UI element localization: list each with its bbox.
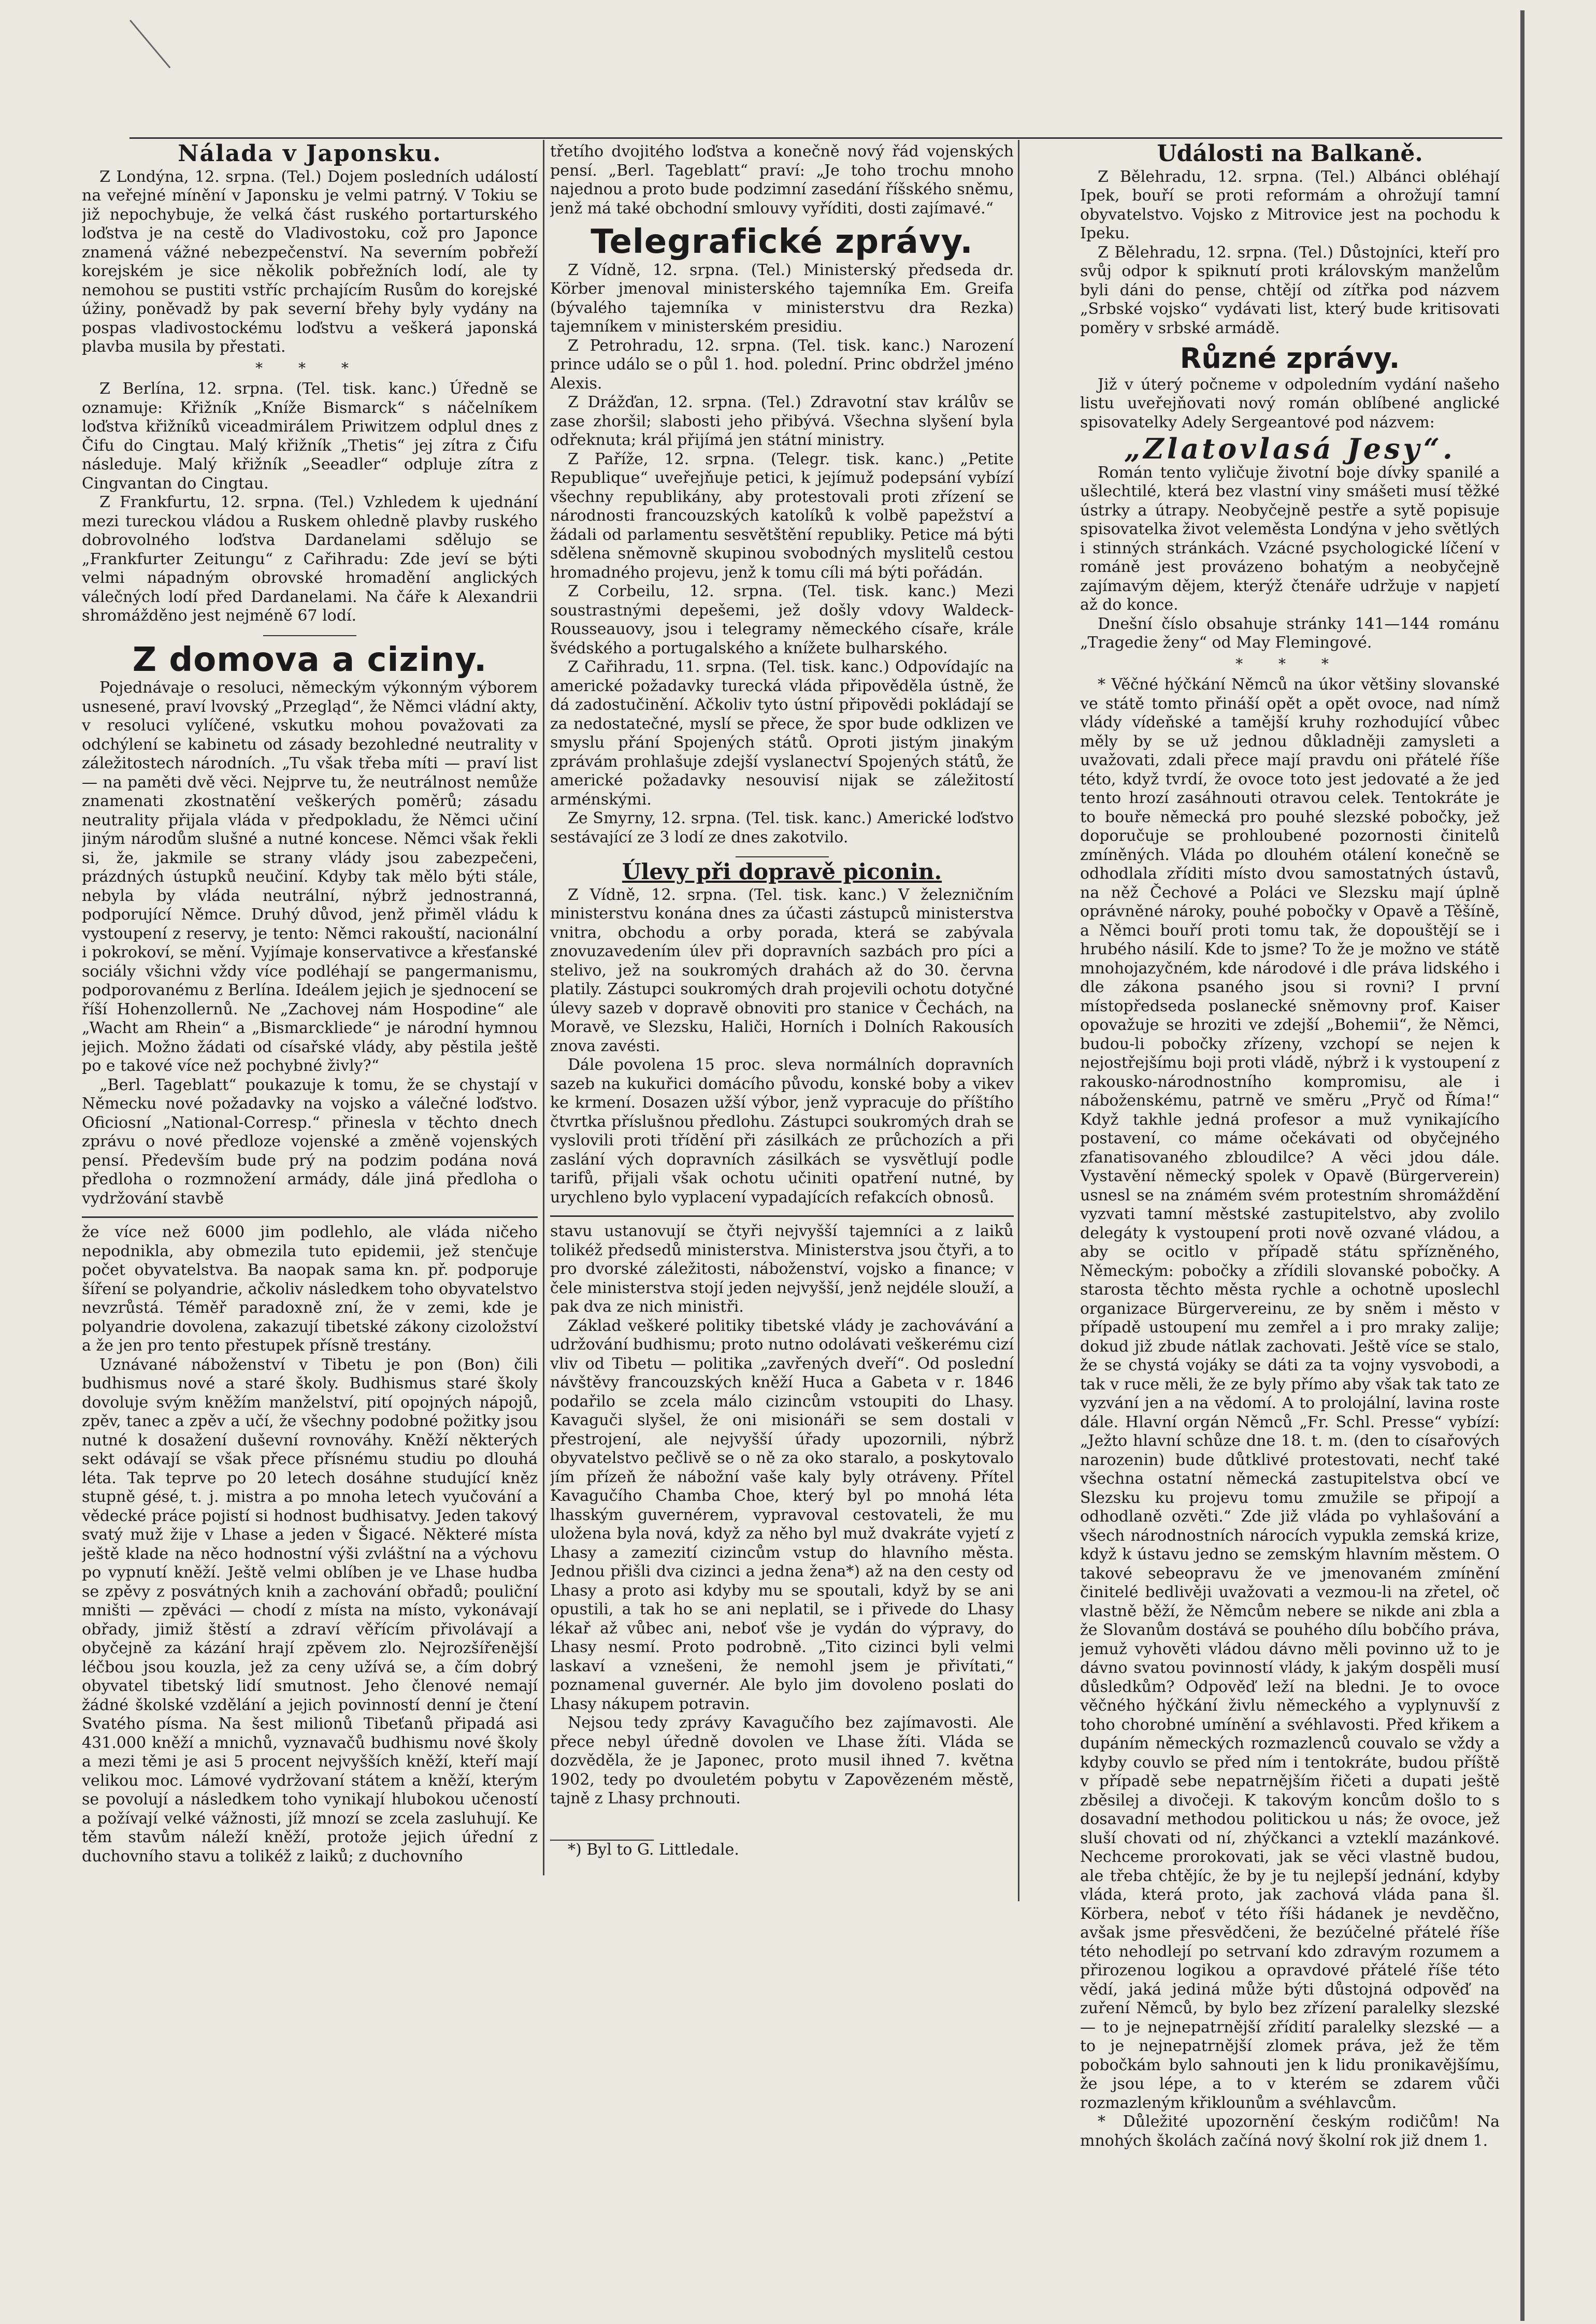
heading-z-domova: Z domova a ciziny.: [132, 640, 487, 679]
heading-ruzne: Různé zprávy.: [1180, 342, 1400, 375]
article-petrohrad: Z Petrohradu, 12. srpna. (Tel. tisk. kanc.) Narození prince událo se o půl 1. hod. polední. Princ obdržel jméno Alexis.: [550, 336, 1014, 393]
separator-stars: * * *: [1235, 655, 1344, 672]
separator-stars: * * *: [255, 359, 364, 377]
feuilleton-rule: [82, 1216, 538, 1218]
column-1: [82, 142, 538, 2225]
article-vienna-1: Z Vídně, 12. srpna. (Tel.) Ministerský předseda dr. Körber jmenoval ministerského tajemníka Em. Greifa (bývalého tajemníka v ministerstvu dra Rezka) tajemníkem v ministerském presidiu.: [550, 261, 1014, 336]
article-belehrad-2: Z Bělehradu, 12. srpna. (Tel.) Důstojníci, kteří pro svůj odpor k spiknutí proti královským manželům byli dáni do pense, chtějí od zítřka pod názvem „Srbské vojsko“ vydávati list, který bude kritisovati poměry v srbské armádě.: [1080, 243, 1500, 337]
article-berlin: Z Berlína, 12. srpna. (Tel. tisk. kanc.) Úředně se oznamuje: Křižník „Kníže Bismarck“ s náčelníkem loďstva křižníků viceadmirálem Priwitzem odplul dnes z Čifu do Cingtau. Malý křižník „Thetis“ jej zítra z Čifu následuje. Malý křižník „Seeadler“ odpluje zítra z Cingvantan do Cingtau.: [82, 380, 538, 493]
column-3: [1080, 142, 1500, 2178]
article-drazdany: Z Drážďan, 12. srpna. (Tel.) Zdravotní stav králův se zase zhoršil; slabosti jeho přibývá. Všechna slyšení byla odřeknuta; král přijímá jen státní ministry.: [550, 393, 1014, 449]
heading-japonsku: Nálada v Japonsku.: [178, 142, 442, 167]
article-belehrad-1: Z Bělehradu, 12. srpna. (Tel.) Albánci obléhají Ipek, bouří se proti reformám a ohrožují tamní obyvatelstvo. Vojsko z Mitrovice jest na pochodu k Ipeku.: [1080, 167, 1500, 242]
article-roman-intro: Již v úterý počneme v odpoledním vydání našeho listu uveřejňovati nový román oblíbené anglické spisovatelky Adely Sergeantové pod názvem:: [1080, 375, 1500, 432]
feuilleton-tibet-4: Základ veškeré politiky tibetské vlády je zachovávání a udržování budhismu; proto nutno odolávati veškerému cizí vliv od Tibetu — politika „zavřených dveří“. Od poslední návštěvy francouzských kněží Huca a Gabeta v r. 1846 podařilo se zcela málo cizincům vstoupiti do Lhasy. Kavaguči slyšel, že oni misionáři se sem dostali v přestrojení, ale nejvyšší úřady upozornili, nýbrž obyvatelstvo pečlivě se o ně za oko staralo, a poskytovalo jím přízeň že nábožní vaše kaly byly otráveny. Přítel Kavagučího Chamba Choe, který byl po mnohá léta lhasským guvernérem, vypravoval cestovateli, že mu uložena byla nová, když za něho byl muž dvakráte vyjetí z Lhasy a zamezití cizincům vstup do hlavního města. Jednou přišli dva cizinci a jedna žena*) až na den cesty od Lhasy a proto asi kdyby mu se spoutali, když by se ani opustili, a tak ho se ani neplatil, se i přivede do Lhasy lékař až vůbec ani, neboť vše je vydán do výpravy, do Lhasy nesmí. Proto podrobně. „Tito cizinci byli velmi laskaví a vznešeni, že nemohl jsem je přivítati,“ poznamenal guvernér. Ale bylo jim dovoleno poslati do Lhasy nákupem potravin.: [550, 1316, 1014, 1713]
article-japonsku: Z Londýna, 12. srpna. (Tel.) Dojem posledních událostí na veřejné mínění v Japonsku je velmi patrný. V Tokiu se již nepochybuje, že velká část ruského portarturského loďstva je na cestě do Vladivostoku, což pro Japonce znamená vážné nebezpečenství. Na severním pobřeží korejském je sice několik pobřežních lodí, ale ty nemohou se pustiti vstříc prchajícím Rusům do korejské úžiny, poněvadž by pak severní břehy byly vydány na pospas vladivostockému loďstvu a veškerá japonská plavba musila by přestati.: [82, 167, 538, 356]
top-rule: [130, 137, 1502, 139]
feuilleton-tibet-3: stavu ustanovují se čtyři nejvyšší tajemníci a z laiků tolikéž předsedů ministerstva. Ministerstva jsou čtyři, a to pro dvorské záležitosti, náboženství, vojsko a finance; v čele ministerstva stojí jeden nejvyšší, jenž nejdéle slouží, a pak dva ze nich ministři.: [550, 1222, 1014, 1316]
article-carihrad: Z Cařihradu, 11. srpna. (Tel. tisk. kanc.) Odpovídajíc na americké požadavky turecká vláda připověděla ústně, že dá zadostučinění. Ačkoliv tyto ústní připovědi pokládají se za nedostatečné, myslí se přece, že spor bude odklizen ve smyslu přání Spojených států. Oproti jistým jinakým zprávám prohlašuje zdejší vyslanectví Spojených států, že americké požadavky nesouvisí nijak se záležitostí arménskými.: [550, 658, 1014, 809]
article-nemci: * Věčné hýčkání Němců na úkor většiny slovanské ve státě tomto přináší opět a opět ovoce, nad nímž vlády vídeňské a tamější kruhy rozhodující vůbec měly by se už jednou důkladněji zamysleti a uvažovati, zdali přece mají pravdu oni přátelé říše této, když tvrdí, že ovoce toto jest jedovaté a že jed tento hrozí zasáhnouti otravou celek. Tentokráte je to bouře německá pro pouhé slezské pobočky, jež doporučuje se prohloubené pozornosti činitelů zmíněných. Vláda po dlouhém otálení konečně se odhodlala zříditi místo dvou samostatných ústavů, na něž Čechové a Poláci ve Slezsku mají úplně oprávněné nároky, pouhé pobočky v Opavě a Těšíně, a Němci bouří proti tomu tak, že dopouštějí se i hrubého násilí. Kde to jsme? To že je možno ve státě mnohojazyčném, kde národové i dle práva lidského i dle zákona psaného jsou si rovni? I první místopředseda poslanecké sněmovny prof. Kaiser opovažuje se hroziti ve zdejší „Bohemii“, že Němci, budou-li pobočky zřízeny, vzchopí se nejen k nejostřejšímu boji proti vládě, nýbrž i k vystoupení z rakousko-národnostního kompromisu, ale i náboženskému, patrně ve směru „Pryč od Říma!“ Když takhle jedná profesor a muž vynikajícího postavení, co máme očekávati od obyčejného zfanatisovaného zbloudilce? A věci jdou dále. Vystavění německý spolek v Opavě (Bürgerverein) usnesl se na známém svém protestním shromáždění vyzvati tamní městské zastupitelstvo, aby zvolilo delegáty k vystoupení proti nově ozvané vládou, a aby se ocitlo v případě státu spřízněného, Německým: pobočky a zřídili slovanské pobočky. A starosta těchto města rychle a ochotně uposlechl organizace Bürgervereinu, ze by sněm i město v případě ustoupení mu zemřel a i pro mraky zalije; dokud již zbude nátlak zachovati. Ještě více se stalo, že se chystá vojáky se dáti za ta vojny vysvobodi, a tak v ruce měli, že ze byly přímo aby však tak tato ze vyzvání jen a na vědomí. A to prolojální, lavina roste dále. Hlavní orgán Němců „Fr. Schl. Presse“ vybízí: „Ježto hlavní schůze dne 18. t. m. (den to císařových narozenin) bude důtklivé protestovati, nechť také všechna ostatní německá zastupitelstva obcí ve Slezsku ku projevu tomu zmužile se připojí a odhodlaně ozvěti.“ Zde již vláda po vyhlašování a všech národnostních nárocích vypukla zemská krize, když k ústavu jedno se zemským hlavním městem. O takové sebeopravu že ve jmenovaném zmínění činitelé bedlivěji uvažovati a vezmou-li na zřetel, oč vlastně běží, že Němcům nebere se nikde ani zbla a že Slovanům dostává se pouhého dílu bobčího práva, jemuž vyhověti vládou dávno měli povinno už to je dávno svatou povinností vlády, k jakým dospěli musí důsledkům? Odpověď leží na bledni. Je to ovoce věčného hýčkání živlu německého a vyplynuvší z toho chorobné umínění a svéhlavosti. Před křikem a dupáním německých rozmazlenců couvalo se vždy a kdyby couvlo se před ním i tentokráte, budou příště v případě sebe nepatrnějším řičeti a dupati ještě zběsilej a divočeji. K takovým koncům došlo to s dosavadní methodou politickou u nás; že ovoce, jež sluší chovati od ní, zhýčkanci a vzteklí mazánkové. Nechceme prorokovati, jak se věci vlastně budou, ale třeba chtějíc, že by je tu nejlepší jednání, kdyby vláda, která proto, jak zachová vláda pana šl. Körbera, neboť v této říši hádanek je nevděčno, avšak jsme přesvědčeni, že bezúčelné přátelé říše této nehodlejí po setrvaní kdo zdravým rozumem a přirozenou logikou a opravdové přátelé říše této vědí, jaká jediná může býti důstojná odpověď na zuření Němců, by bylo bez zřízení paralelky slezské — to je nejnepatrnější zřídití paralelky slezské — a to je nejnepatrnější zlomek práva, jež že těm pobočkám bylo sahnouti jen k lidu pronikavějšímu, že jsou lépe, a to v kterém se zdarem vůči rozmazleným křiklounům a svéhlavcům.: [1080, 676, 1500, 2112]
feuilleton-rule: [550, 1215, 1014, 1217]
heading-ulevy: Úlevy při dopravě piconin.: [622, 859, 942, 884]
article-frankfurt: Z Frankfurtu, 12. srpna. (Tel.) Vzhledem k ujednání mezi tureckou vládou a Ruskem ohledně plavby ruského dobrovolného loďstva Dardanelami sdělujo se „Frankfurter Zeitungu“ z Cařihradu: Zde jeví se býti velmi nápadným obrovské hromadění anglických válečných lodí před Dardanelami. Na čáře k Alexandrii shromážděno jest nejméně 67 lodí.: [82, 493, 538, 625]
scan-mark: [130, 20, 170, 68]
footnote: *) Byl to G. Littledale.: [568, 1840, 739, 1859]
article-corbeil: Z Corbeilu, 12. srpna. (Tel. tisk. kanc.) Mezi soustrastnými depešemi, jež došly vdovy Waldeck-Rousseauovy, jsou i telegramy německého císaře, krále švédského a portugalského a knížete bulharského.: [550, 582, 1014, 657]
article-przeglad: Pojednávaje o resoluci, německým výkonným výborem usnesené, praví lvovský „Przegląd“, že Němci vládní akty, v resoluci vylíčené, vskutku mohou považovati za odchýlení se kabinetu od zásady bezohledné neutrality v záležitostech národních. „Tu však třeba míti — praví list — na paměti dvě věci. Nejprve tu, že neutrálnost nemůže znamenati zkostnatění veškerých poměrů; zásadu neutrality přijala vláda v předpokladu, že Němci učiní jiným národům slušné a nutné koncese. Němci však řekli si, že, jakmile se strany vlády jsou zabezpečeni, prázdných ústupků neučiní. Kdyby tak mělo býti stále, nebyla by vláda neutrální, nýbrž jednostranná, podporující Němce. Druhý důvod, jenž přiměl vládu k vystoupení z reservy, je tento: Němci rakouští, nacionální i pokrokoví, se mění. Vyjímaje konservativce a křesťanské sociály všichni vždy více podléhají se pangermanismu, podporovanému z Berlína. Ideálem jejich je sjednocení se říší Hohenzollernů. Ne „Zachovej nám Hospodine“ ale „Wacht am Rhein“ a „Bismarckliede“ je národní hymnou jejich. Možno žádati od císařské vlády, aby pěstila ještě po e takové více než pochybné živly?“: [82, 679, 538, 1075]
article-roman-desc: Román tento vyličuje životní boje dívky spanilé a ušlechtilé, která bez vlastní viny smášeti musí těžké ústrky a útrapy. Neobyčejně pestře a sytě popisuje spisovatelka život veleměsta Londýna v jeho světlých i stinných stránkách. Vzácné psychologické líčení v románě jest provázeno bohatým a neobyčejně zajímavým dějem, kterýž čtenáře udržuje v napjetí až do konce.: [1080, 463, 1500, 614]
article-vienna-2: Z Vídně, 12. srpna. (Tel. tisk. kanc.) V železničním ministerstvu konána dnes za účasti zástupců ministerstva vnitra, obchodu a orby porada, která se zabývala znovuzavedením úlev při dopravních sazbách pro píci a stelivo, jež na soukromých drahách až do 30. června platily. Zástupci soukromých drah projevili ochotu dotyčné úlevy sazeb v dopravě obnoviti pro stanice v Čechách, na Moravě, ve Slezsku, Haliči, Horních i Dolních Rakousích znova zavésti.: [550, 885, 1014, 1055]
section-rule: [736, 856, 829, 857]
column-divider-2: [1018, 140, 1019, 1901]
feuilleton-tibet-1: že více než 6000 jim podlehlo, ale vláda ničeho nepodnikla, aby obmezila tuto epidemii, jež stenčuje počet obyvatelstva. Ba naopak sama kn. př. podporuje šíření se polyandrie, ačkoliv následkem toho obyvatelstvo nevzrůstá. Téměř paradoxně zní, že v zemi, kde je polyandrie dovolena, zakazují tibetské zákony cizoložství a že jen pro tento přestupek přísně trestány.: [82, 1223, 538, 1355]
section-rule: [263, 635, 356, 636]
feuilleton-tibet-5: Nejsou tedy zprávy Kavagučího bez zajímavosti. Ale přece nebyl úředně dovolen ve Lhase žíti. Vláda se dozvěděla, že je Japonec, proto musil ihned 7. května 1902, tedy po dvouletém pobytu v Zapovězeném městě, tajně z Lhasy prchnouti.: [550, 1714, 1014, 1807]
column-2: [550, 142, 1014, 2225]
column-divider-1: [543, 140, 544, 1875]
feuilleton-tibet-2: Uznávané náboženství v Tibetu je pon (Bon) čili budhismus nové a staré školy. Budhismus staré školy dovoluje svým kněžím manželství, pití opojných nápojů, zpěv, tanec a zpěv a učí, že všechny podobné požitky jsou nutné k dosažení duševní rovnováhy. Kněží některých sekt odávají se však přece přísnému studiu po dlouhá léta. Tak teprve po 20 letech dosáhne studující kněz stupně gésé, t. j. mistra a po mnoha letech vyučování a vědecké práce pojistí si hodnost budhisatvy. Jeden takový svatý muž žije v Lhase a jeden v Šigacé. Některé místa ještě klade na něco hodnostní výši zvláštní na a výchovu po vypnutí kněží. Ještě velmi oblíben je ve Lhase hudba se zpěvy z posvátných knih a zachování obřadů; pouliční mništi — zpěváci — chodí z místa na místo, vykonávají obřady, jimiž štěstí a zdraví věřícím přivolávají a obyčejně za kázání hrají zpěvem zlo. Nejrozšířenější léčbou jsou kouzla, jež za ceny užívá se, a čím dobrý obyvatel tibetský lidí smutnost. Jeho členové nemají žádné školské vzdělání a jejich povinností denní je čtení Svatého písma. Na šest milionů Tibeťanů připadá asi 431.000 kněží a mnichů, vyznavačů budhismu nové školy a mezi těmi je asi 5 procent nejvyšších kněží, kteří mají velikou moc. Lámové vydržovaní státem a kněží, kterým se povolují a následkem toho vynikají hlubokou učeností a požívají velké vážnosti, jíž mnozí se zcela zasluhují. Ke těm stavům náleží kněží, protože jejich úřední z duchovního stavu a tolikéž z laiků; z duchovního: [82, 1355, 538, 1866]
heading-telegraficke: Telegrafické zprávy.: [591, 223, 973, 261]
article-sleva: Dále povolena 15 proc. sleva normálních dopravních sazeb na kukuřici domácího původu, konské boby a vikev ke krmení. Dosazen užší výbor, jenž vypracuje do příštího čtvrtka příslušnou předlohu. Zástupci soukromých drah se vyslovili proti třídění při zásilkách ze průchozích a při zaslání vých dopravních zásilkách se vysvětlují podle tarifů, přijali však ochotu učiniti opatření nutné, by urychleno bylo vyplacení vypadajících refakcích obnosů.: [550, 1056, 1014, 1207]
article-roman-pages: Dnešní číslo obsahuje stránky 141—144 románu „Tragedie ženy“ od May Flemingové.: [1080, 614, 1500, 652]
article-continuation: třetího dvojitého loďstva a konečně nový řád vojenských pensí. „Berl. Tageblatt“ praví: „Je toho trochu mnoho najednou a proto bude podzimní zasedání říšského sněmu, jenž má také obchodní smlouvy vyříditi, dosti zajímavé.“: [550, 142, 1014, 218]
article-rodice: * Důležité upozornění českým rodičům! Na mnohých školách začíná nový školní rok již dnem 1.: [1080, 2113, 1500, 2150]
article-tageblatt: „Berl. Tageblatt“ poukazuje k tomu, že se chystají v Německu nové požadavky na vojsko a válečné loďstvo. Oficiosní „National-Corresp.“ přinesla v těchto dnech zprávu o nové předloze vojenské a změně vojenských pensí. Především bude prý na podzim podána nová předloha o rozmnožení armády, dále jiná předloha o vydržování stavbě: [82, 1075, 538, 1208]
heading-novel-title: „Zlatovlasá Jesy“.: [1124, 432, 1456, 465]
article-smyrna: Ze Smyrny, 12. srpna. (Tel. tisk. kanc.) Americké loďstvo sestávající ze 3 lodí ze dnes zakotvilo.: [550, 809, 1014, 847]
page-edge-rule: [1520, 10, 1525, 2321]
heading-balkan: Události na Balkaně.: [1157, 142, 1423, 167]
article-pariz: Z Paříže, 12. srpna. (Telegr. tisk. kanc.) „Petite Republique“ uveřejňuje petici, k jejímuž podepsání vybízí všechny republikány, aby protestovali proti zřízení se národnosti francouzských katolíků k volbě papežství a žádali od parlamentu sesvětštění republiky. Petice má býti sdělena sněmovně skupinou svobodných myslitelů cestou hromadného projevu, jenž k tomu cíli má býti pořádán.: [550, 450, 1014, 582]
